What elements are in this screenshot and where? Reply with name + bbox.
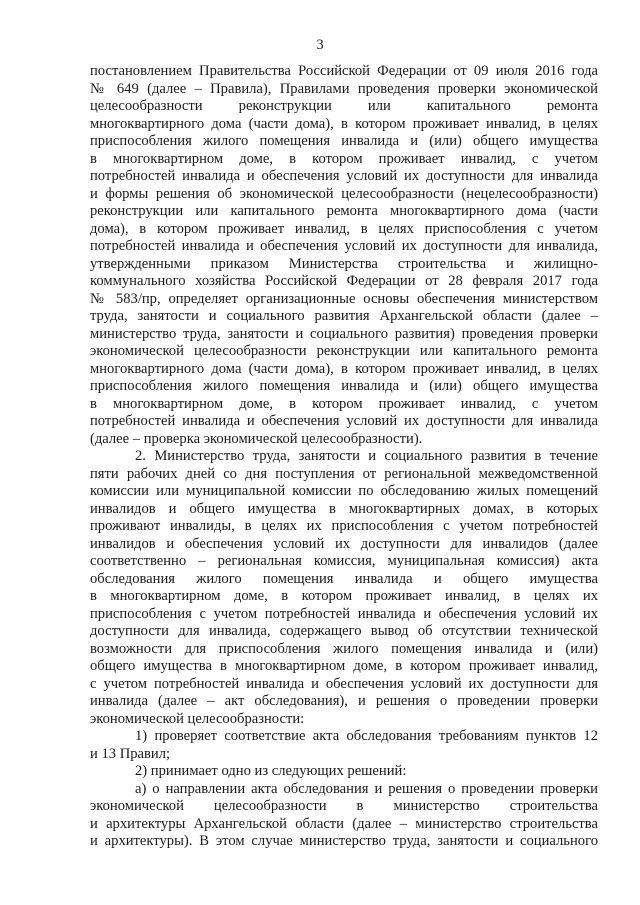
text-line: в многоквартирном доме, в котором проживает инвалид, с учетом	[90, 395, 598, 412]
document-body	[90, 63, 598, 851]
text-line: соответственно – региональная комиссия, муниципальная комиссия) акта	[90, 553, 598, 569]
text-line: инвалидов и общего имущества в многоквартирных домах, в которых	[90, 500, 598, 517]
text-line: в многоквартирном доме, в котором проживает инвалид, с учетом	[90, 150, 598, 167]
text-line: потребностей инвалида и обеспечения условий их доступности для инвалида	[90, 168, 598, 184]
text-line: приспособления с учетом потребностей инвалида и обеспечения условий их	[90, 605, 598, 622]
text-line: в многоквартирном доме, в котором проживает инвалид, в целях их	[90, 588, 598, 604]
text-line: проживают инвалиды, в целях их приспособления с учетом потребностей	[90, 518, 598, 534]
text-line: потребностей инвалида и обеспечения условий их доступности для инвалида	[90, 413, 598, 429]
text-line: экономической целесообразности в министерство строительства	[90, 798, 598, 814]
text-line: реконструкции или капитального ремонта многоквартирного дома (части	[90, 203, 598, 219]
text-line: и архитектуры Архангельской области (далее – министерство строительства	[90, 815, 598, 832]
text-line: дома), в котором проживает инвалид, в целях приспособления с учетом	[90, 220, 598, 237]
text-line: возможности для приспособления жилого помещения инвалида и (или)	[90, 640, 598, 657]
text-line: труда, занятости и социального развития Архангельской области (далее –	[90, 308, 598, 324]
text-line: № 583/пр, определяет организационные основы обеспечения министерством	[90, 290, 598, 307]
paragraph-end-line: экономической целесообразности:	[90, 710, 305, 727]
text-line: потребностей инвалида и обеспечения условий их доступности для инвалида,	[90, 238, 598, 254]
list-item-line: 2) принимает одно из следующих решений:	[135, 763, 407, 779]
paragraph-end-line: и 13 Правил;	[90, 745, 171, 762]
text-line: с учетом потребностей инвалида и обеспечения условий их доступности для	[90, 675, 598, 692]
text-line: целесообразности реконструкции или капитального ремонта	[90, 98, 598, 114]
text-line: доступности для инвалида, содержащего вывод об отсутствии технической	[90, 623, 598, 639]
text-line: министерство труда, занятости и социального развития) проведения проверки	[90, 325, 598, 342]
text-line: инвалидов и обеспечения условий их доступности для инвалидов (далее	[90, 535, 598, 552]
text-line: приспособления жилого помещения инвалида и (или) общего имущества	[90, 378, 598, 394]
text-line: коммунального хозяйства Российской Федерации от 28 февраля 2017 года	[90, 273, 598, 289]
text-line: постановлением Правительства Российской Федерации от 09 июля 2016 года	[90, 63, 598, 79]
text-line: инвалида (далее – акт обследования), и решения о проведении проверки	[90, 693, 598, 709]
text-line: общего имущества в многоквартирном доме, в котором проживает инвалид,	[90, 658, 598, 674]
text-line: комиссии или муниципальной комиссии по обследованию жилых помещений	[90, 483, 598, 499]
text-line: многоквартирного дома (части дома), в котором проживает инвалид, в целях	[90, 360, 598, 377]
paragraph-start-line: 2. Министерство труда, занятости и социального развития в течение	[135, 448, 598, 464]
text-line: и архитектуры). В этом случае министерство труда, занятости и социального	[90, 833, 598, 849]
text-line: № 649 (далее – Правила), Правилами проведения проверки экономической	[90, 80, 598, 97]
subitem-line: а) о направлении акта обследования и решения о проведении проверки	[135, 780, 598, 797]
text-line: многоквартирного дома (части дома), в котором проживает инвалид, в целях	[90, 115, 598, 132]
text-line: экономической целесообразности реконструкции или капитального ремонта	[90, 343, 598, 359]
text-line: пяти рабочих дней со дня поступления от региональной межведомственной	[90, 465, 598, 482]
text-line: и формы решения об экономической целесообразности (нецелесообразности)	[90, 185, 598, 202]
text-line: приспособления жилого помещения инвалида и (или) общего имущества	[90, 133, 598, 149]
text-line: утвержденными приказом Министерства строительства и жилищно-	[90, 255, 598, 272]
text-line: обследования жилого помещения инвалида и общего имущества	[90, 570, 598, 587]
list-item-line: 1) проверяет соответствие акта обследования требованиям пунктов 12	[135, 728, 598, 744]
paragraph-end-line: (далее – проверка экономической целесообразности).	[90, 430, 423, 447]
page-number: 3	[316, 37, 324, 53]
